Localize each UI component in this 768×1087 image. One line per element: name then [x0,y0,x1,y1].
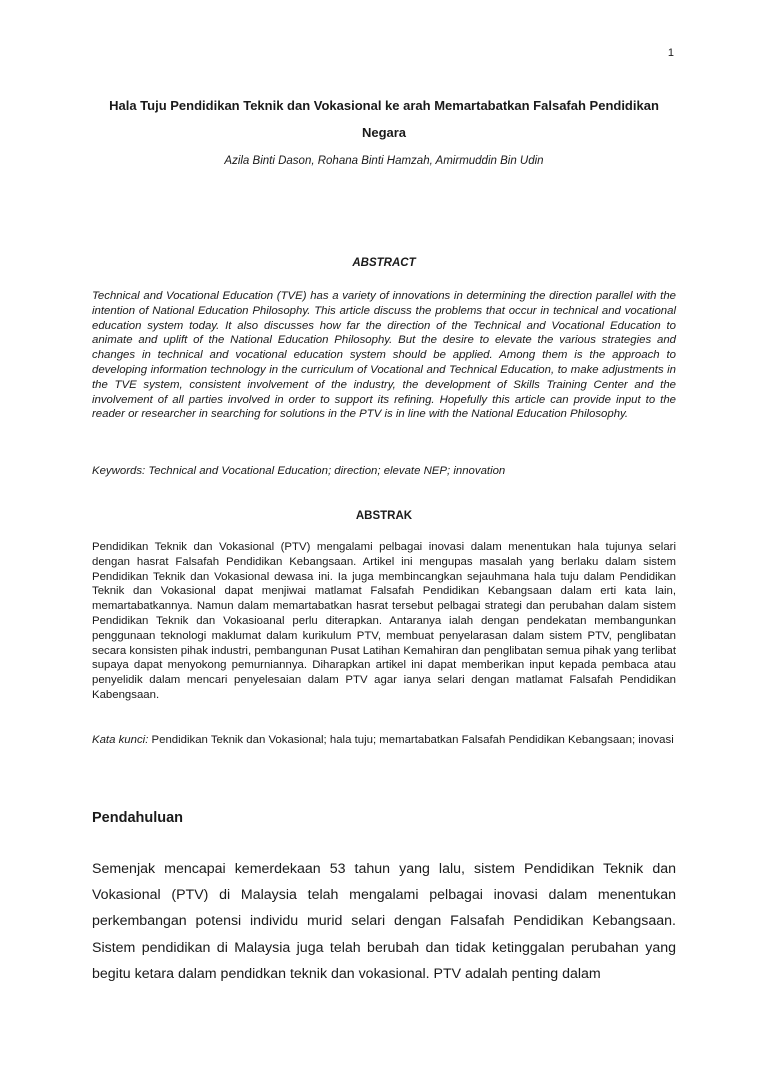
introduction-body: Semenjak mencapai kemerdekaan 53 tahun yang lalu, sistem Pendidikan Teknik dan Vokasional (PTV) di Malaysia telah mengalami pelbagai inovasi dalam menentukan perkembangan potensi individu murid selari dengan Falsafah Pendidikan Kebangsaan. Sistem pendidikan di Malaysia juga telah berubah dan tidak ketinggalan perubahan yang begitu ketara dalam pendidkan teknik dan vokasional. PTV adalah penting dalam [92,861,676,982]
keywords-my [92,733,676,748]
keywords-en: Keywords: Technical and Vocational Education; direction; elevate NEP; innovation [92,465,506,477]
abstract-body-en: Technical and Vocational Education (TVE) has a variety of innovations in determining the direction parallel with the intention of National Education Philosophy. This article discuss the problems that occur in technical and vocational education system today. It also discusses how far the direction of the Technical and Vocational Education to animate and uplift of the National Education Philosophy. But the desire to elevate the various strategies and changes in technical and vocational education system should be applied. Among them is the approach to developing information technology in the curriculum of Vocational and Technical Education, to make adjustments in the TVE system, consistent involvement of the industry, the development of Skills Training Center and the involvement of all parties involved in order to support its refining. Hopefully this article can provide input to the reader or researcher in searching for solutions in the PTV is in line with the National Education Philosophy. [92,290,676,421]
author-list: Azila Binti Dason, Rohana Binti Hamzah, Amirmuddin Bin Udin [224,155,544,167]
keywords-my-text: Pendidikan Teknik dan Vokasional; hala tuju; memartabatkan Falsafah Pendidikan Kebangsaan; inovasi [148,734,674,746]
abstract-body-my: Pendidikan Teknik dan Vokasional (PTV) mengalami pelbagai inovasi dalam menentukan hala tujunya selari dengan hasrat Falsafah Pendidikan Kebangsaan. Artikel ini mengupas masalah yang berlaku dalam sistem Pendidikan Teknik dan Vokasional dewasa ini. Ia juga membincangkan sejauhmana hala tuju dalam Pendidikan Teknik dan Vokasional dapat menjiwai matlamat Falsafah Pendidikan Kebangsaan dalam erti kata lain, memartabatkannya. Namun dalam memartabatkan hasrat tersebut pelbagai strategi dan perubahan dalam sistem Pendidikan Teknik dan Vokasioanal perlu diterapkan. Antaranya ialah dengan pendekatan membangunkan penggunaan teknologi maklumat dalam kurikulum PTV, membuat penyelarasan dalam sistem PTV, penglibatan secara konsisten pihak industri, pembangunan Pusat Latihan Kemahiran dan penglibatan semua pihak yang terlibat supaya dapat menyokong pemurniannya. Diharapkan artikel ini dapat memberikan input kepada pembaca atau penyelidik dalam mencari penyelesaian dalam PTV agar ianya selari dengan matlamat Falsafah Pendidikan Kabengsaan. [92,541,676,701]
page-number: 1 [667,47,674,59]
abstract-heading-en: ABSTRACT [352,257,416,269]
keywords-my-label: Kata kunci: [92,734,149,746]
paper-title: Hala Tuju Pendidikan Teknik dan Vokasional ke arah Memartabatkan Falsafah Pendidikan Negara [109,98,659,140]
abstract-heading-my: ABSTRAK [355,510,413,522]
section-heading-introduction: Pendahuluan [92,810,184,826]
